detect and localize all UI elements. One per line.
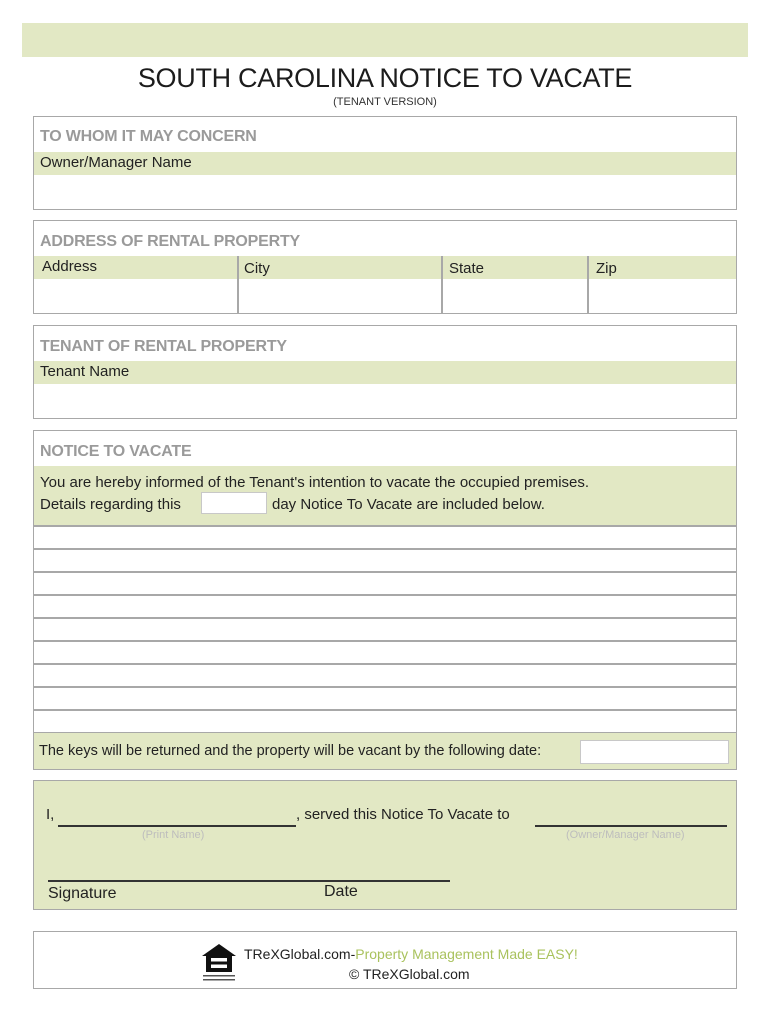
signature-line[interactable] <box>48 880 320 882</box>
state-label: State <box>449 260 485 277</box>
tenant-name-label: Tenant Name <box>40 363 130 380</box>
tenant-name-input[interactable] <box>34 384 736 418</box>
owner-manager-name-line[interactable] <box>535 825 727 827</box>
zip-input[interactable] <box>589 279 736 313</box>
address-label: Address <box>42 258 98 275</box>
notice-line-1: You are hereby informed of the Tenant's intention to vacate the occupied premises. <box>40 474 590 491</box>
keys-return-text: The keys will be returned and the property will be vacant by the following date: <box>39 743 542 759</box>
section-address-heading: ADDRESS OF RENTAL PROPERTY <box>40 233 301 250</box>
owner-label-row <box>34 152 736 175</box>
state-input[interactable] <box>443 279 587 313</box>
footer-box <box>33 931 737 989</box>
city-input[interactable] <box>239 279 441 313</box>
footer-copyright: © TReXGlobal.com <box>349 966 470 982</box>
footer-tagline: Property Management Made EASY! <box>355 946 578 962</box>
owner-manager-label: Owner/Manager Name <box>40 154 192 171</box>
notice-details-input[interactable] <box>34 527 736 732</box>
notice-line-2-end: day Notice To Vacate are included below. <box>272 496 545 513</box>
footer-brand: TReXGlobal.com- <box>244 946 356 962</box>
equal-housing-icon <box>200 942 238 984</box>
section-tenant-heading: TENANT OF RENTAL PROPERTY <box>40 338 287 355</box>
section-tenant <box>33 325 737 419</box>
page-subtitle: (TENANT VERSION) <box>333 96 437 108</box>
section-address <box>33 220 737 314</box>
vacate-date-input[interactable] <box>580 740 729 764</box>
city-label: City <box>244 260 270 277</box>
owner-manager-input[interactable] <box>34 175 736 209</box>
date-line[interactable] <box>320 880 450 882</box>
zip-label: Zip <box>596 260 617 277</box>
served-text: , served this Notice To Vacate to <box>296 806 510 823</box>
section-notice <box>33 430 737 770</box>
section-signature <box>33 780 737 910</box>
print-name-line[interactable] <box>58 825 296 827</box>
address-label-row <box>34 256 736 279</box>
address-input[interactable] <box>34 279 237 313</box>
owner-manager-hint: (Owner/Manager Name) <box>566 829 685 841</box>
date-label: Date <box>324 883 358 900</box>
signature-label: Signature <box>48 885 117 902</box>
section-whom-heading: TO WHOM IT MAY CONCERN <box>40 128 257 145</box>
section-notice-heading: NOTICE TO VACATE <box>40 443 192 460</box>
footer-brand-line <box>244 946 578 962</box>
section-whom <box>33 116 737 210</box>
page-title: SOUTH CAROLINA NOTICE TO VACATE <box>137 63 633 93</box>
notice-line-2-start: Details regarding this <box>40 496 181 513</box>
print-name-hint: (Print Name) <box>142 829 205 841</box>
top-banner <box>22 23 748 57</box>
i-label: I, <box>46 806 55 823</box>
tenant-label-row <box>34 361 736 384</box>
notice-days-input[interactable] <box>201 492 267 514</box>
